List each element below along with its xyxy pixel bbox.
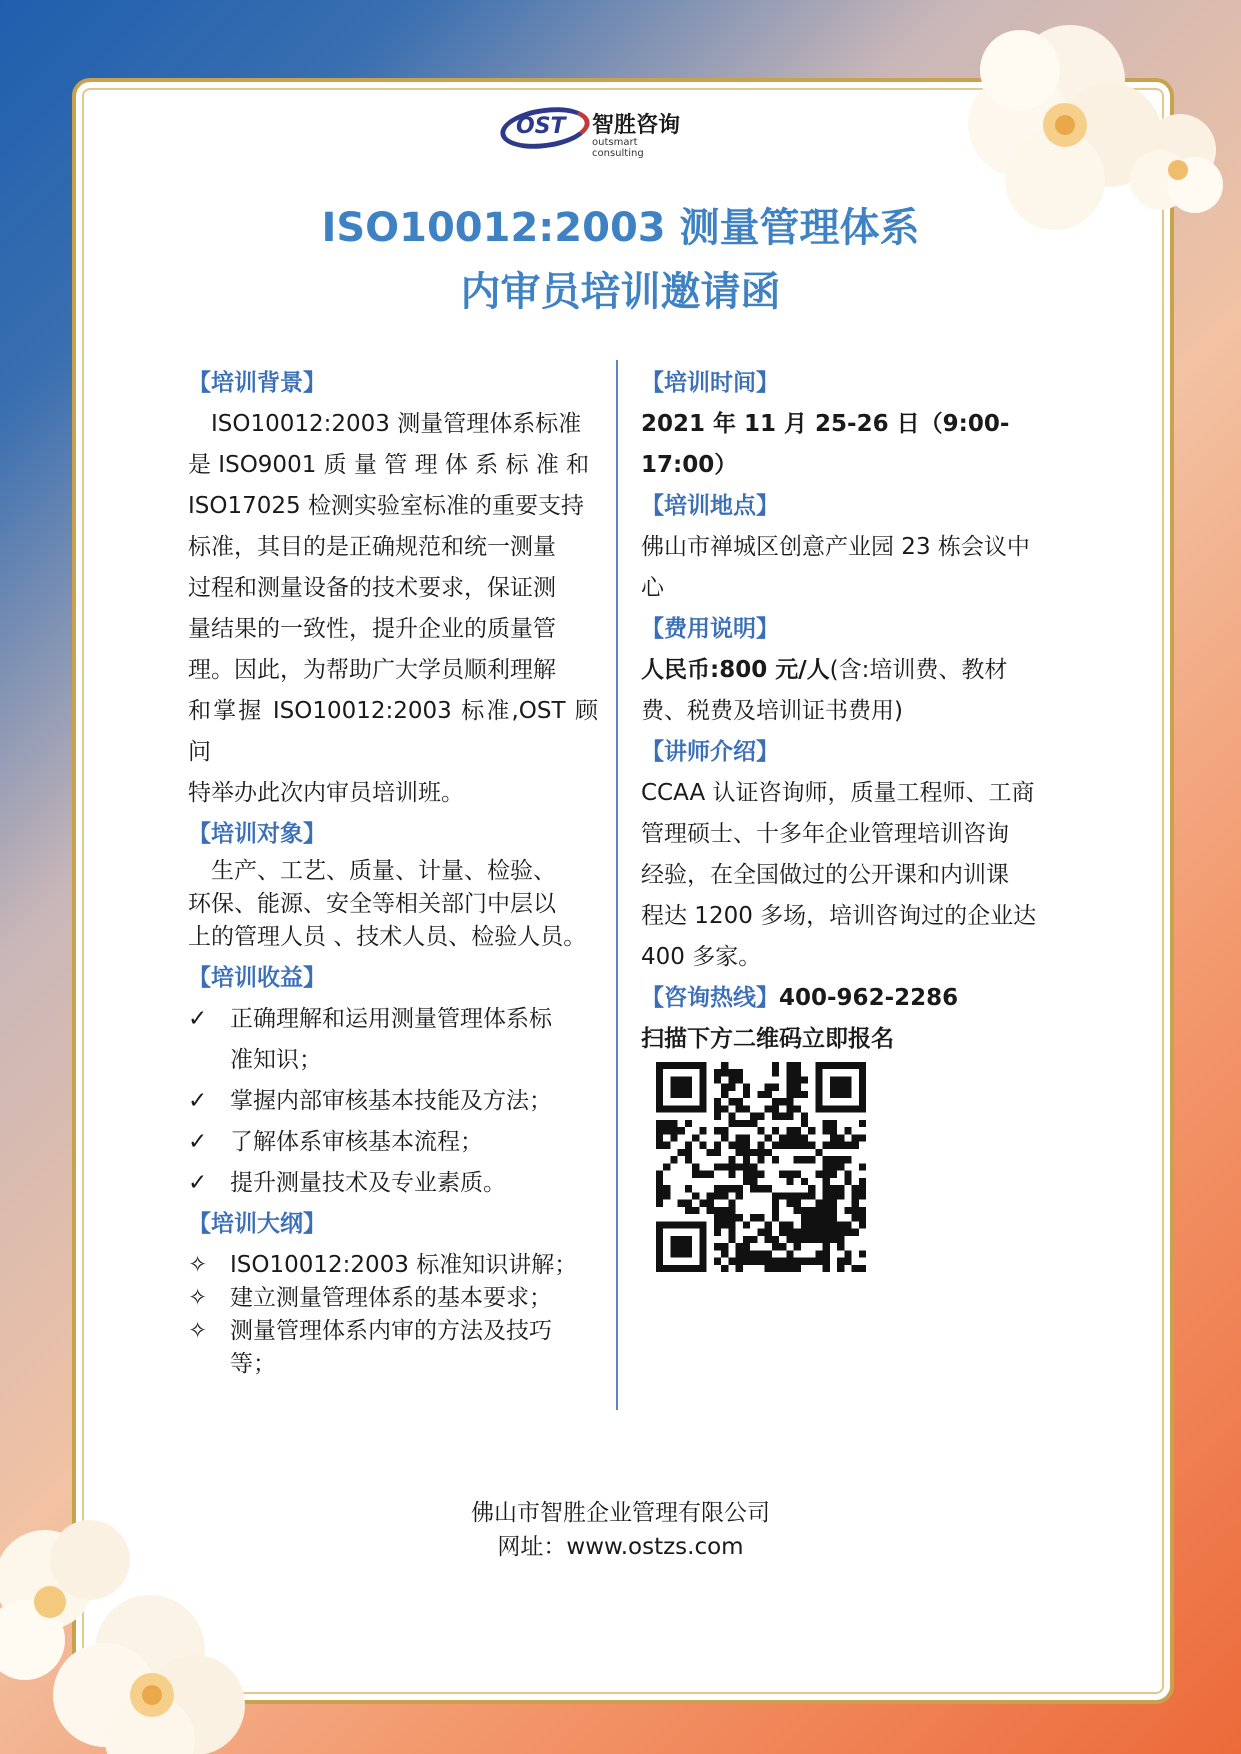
fee-note: (含:培训费、教材 [829, 657, 1008, 683]
background-text [188, 404, 598, 814]
fee-line-2: 费、税费及培训证书费用) [641, 698, 903, 724]
list-item [188, 1122, 598, 1163]
text-line: 环保、能源、安全等相关部门中层以 [188, 891, 556, 917]
footer-company: 佛山市智胜企业管理有限公司 [471, 1500, 770, 1526]
star-icon: ✧ [188, 1285, 208, 1311]
benefits-list [188, 999, 598, 1204]
section-heading-benefits: 【培训收益】 [188, 965, 326, 991]
section-heading-time: 【培训时间】 [641, 370, 779, 396]
location-line: 心 [641, 575, 664, 601]
hotline [641, 978, 1051, 1019]
section-heading-audience: 【培训对象】 [188, 821, 326, 847]
fee-amount: 人民币:800 元/人 [641, 657, 830, 683]
section-heading-teacher: 【讲师介绍】 [641, 739, 779, 765]
item-text: 测量管理体系内审的方法及技巧 [230, 1318, 552, 1344]
item-text: 掌握内部审核基本技能及方法； [230, 1088, 552, 1114]
list-item [188, 1315, 598, 1381]
item-text: 等； [230, 1351, 276, 1377]
item-text: 提升测量技术及专业素质。 [230, 1170, 506, 1196]
star-icon: ✧ [188, 1318, 208, 1344]
scan-instruction: 扫描下方二维码立即报名 [641, 1026, 894, 1052]
section-heading-hotline: 【咨询热线】 [641, 985, 779, 1011]
text-line: ISO17025 检测实验室标准的重要支持 [188, 493, 584, 519]
teacher-line: 管理硕士、十多年企业管理培训咨询 [641, 821, 1009, 847]
title-line-1: ISO10012:2003 测量管理体系 [321, 205, 920, 251]
company-logo [500, 106, 690, 159]
teacher-line: CCAA 认证咨询师，质量工程师、工商 [641, 780, 1035, 806]
title-line-2: 内审员培训邀请函 [460, 269, 781, 315]
text-line: 是 ISO9001 质 量 管 理 体 系 标 准 和 [188, 452, 590, 478]
text-line: 过程和测量设备的技术要求，保证测 [188, 575, 556, 601]
check-icon: ✓ [188, 1006, 208, 1032]
column-divider [616, 360, 618, 1410]
text-line: 生产、工艺、质量、计量、检验、 [188, 858, 556, 884]
list-item [188, 1282, 598, 1315]
text-line: ISO10012:2003 测量管理体系标准 [188, 411, 582, 437]
star-icon: ✧ [188, 1252, 208, 1278]
text-line: 和掌握 ISO10012:2003 标准,OST 顾问 [188, 698, 598, 765]
right-column [641, 363, 1051, 1060]
qr-code[interactable] [656, 1062, 866, 1272]
outline-list [188, 1249, 598, 1381]
text-line: 理。因此，为帮助广大学员顺利理解 [188, 657, 556, 683]
hotline-number[interactable]: 400-962-2286 [779, 985, 959, 1011]
list-item [188, 1081, 598, 1122]
item-text: 了解体系审核基本流程； [230, 1129, 483, 1155]
text-line: 特举办此次内审员培训班。 [188, 780, 464, 806]
logo-mark: OST [516, 114, 566, 139]
check-icon: ✓ [188, 1088, 208, 1114]
check-icon: ✓ [188, 1129, 208, 1155]
left-column [188, 363, 598, 1381]
item-text: 正确理解和运用测量管理体系标 [230, 1006, 552, 1032]
item-text: 准知识； [230, 1047, 322, 1073]
audience-text [188, 855, 598, 954]
footer-website[interactable]: 网址：www.ostzs.com [497, 1534, 744, 1560]
text-line: 上的管理人员 、技术人员、检验人员。 [188, 924, 587, 950]
teacher-line: 程达 1200 多场，培训咨询过的企业达 [641, 903, 1037, 929]
training-time: 2021 年 11 月 25-26 日（9:00-17:00） [641, 411, 1010, 478]
teacher-line: 400 多家。 [641, 944, 762, 970]
logo-name-cn: 智胜咨询 [592, 113, 681, 138]
text-line: 量结果的一致性，提升企业的质量管 [188, 616, 556, 642]
section-heading-location: 【培训地点】 [641, 493, 779, 519]
list-item [188, 1163, 598, 1204]
check-icon: ✓ [188, 1170, 208, 1196]
section-heading-background: 【培训背景】 [188, 370, 326, 396]
section-heading-fee: 【费用说明】 [641, 616, 779, 642]
item-text: ISO10012:2003 标准知识讲解； [230, 1252, 578, 1278]
teacher-line: 经验，在全国做过的公开课和内训课 [641, 862, 1009, 888]
list-item [188, 1249, 598, 1282]
item-text: 建立测量管理体系的基本要求； [230, 1285, 552, 1311]
location-line: 佛山市禅城区创意产业园 23 栋会议中 [641, 534, 1030, 560]
list-item [188, 999, 598, 1081]
fee-line [641, 650, 1051, 691]
text-line: 标准，其目的是正确规范和统一测量 [188, 534, 556, 560]
logo-name-en: outsmart consulting [592, 137, 644, 159]
section-heading-outline: 【培训大纲】 [188, 1211, 326, 1237]
